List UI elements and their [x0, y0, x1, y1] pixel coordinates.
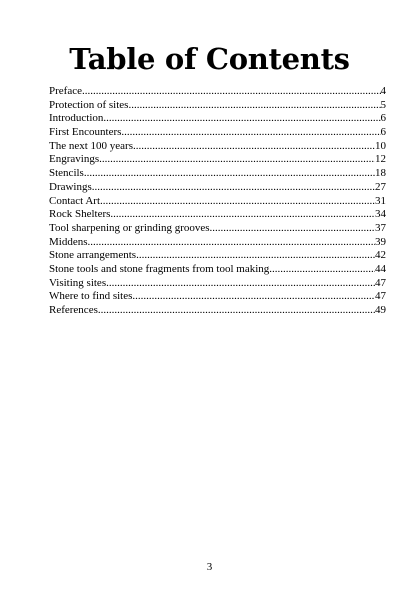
toc-entry-title: Where to find sites	[49, 290, 133, 303]
toc-entry	[49, 112, 386, 126]
toc-entry	[49, 236, 386, 250]
toc-entry-title: Drawings	[49, 180, 92, 193]
toc-dot-leader	[82, 85, 381, 99]
toc-entry-title: Preface	[49, 85, 82, 97]
toc-entry-page: 6	[380, 112, 386, 125]
toc-dot-leader	[88, 236, 376, 250]
toc-entry-page: 44	[375, 262, 386, 275]
toc-entry-title: Rock Shelters	[49, 208, 111, 221]
toc-entry-page: 42	[375, 249, 386, 262]
toc-entry-title: Visiting sites	[49, 276, 107, 289]
toc-dot-leader	[84, 167, 375, 181]
toc-entry-title: References	[49, 304, 98, 316]
toc-entry-page: 10	[375, 139, 386, 152]
toc-entry	[49, 290, 386, 304]
toc-dot-leader	[106, 277, 375, 291]
toc-entry-page: 49	[375, 304, 386, 316]
page-number: 3	[206, 561, 213, 573]
toc-entry-title: Protection of sites	[49, 98, 129, 111]
toc-entry	[49, 85, 386, 99]
toc-dot-leader	[110, 208, 375, 222]
toc-entry-page: 47	[375, 290, 386, 303]
toc-entry-title: Stone arrangements	[49, 249, 137, 262]
toc-dot-leader	[121, 126, 380, 140]
toc-entry-title: Middens	[49, 235, 88, 248]
toc-dot-leader	[98, 304, 375, 318]
toc-dot-leader	[99, 153, 375, 167]
toc-entry	[49, 249, 386, 263]
toc-entry-title: Stone tools and stone fragments from tool making	[49, 262, 270, 275]
toc-entry-page: 12	[375, 153, 386, 166]
page-title: Table of Contents	[69, 42, 350, 76]
toc-entry	[49, 167, 386, 181]
toc-entry-title: Introduction	[49, 112, 104, 125]
toc-entry-page: 39	[375, 235, 386, 248]
toc-entry-title: Tool sharpening or grinding grooves	[49, 221, 210, 234]
toc-entry-page: 37	[375, 221, 386, 234]
toc-entry-page: 47	[375, 276, 386, 289]
toc-entry-page: 31	[375, 194, 386, 207]
toc-entry-page: 4	[380, 85, 386, 97]
toc-dot-leader	[100, 195, 375, 209]
toc-entry-title: Contact Art	[49, 194, 101, 207]
toc-entry	[49, 99, 386, 113]
toc-entry	[49, 277, 386, 291]
toc-dot-leader	[133, 140, 375, 154]
toc-entry-page: 5	[380, 98, 386, 111]
toc-entry-title: The next 100 years	[49, 139, 133, 152]
toc-entry	[49, 126, 386, 140]
toc-entry	[49, 153, 386, 167]
toc-entry-page: 6	[380, 126, 386, 139]
toc-entry	[49, 140, 386, 154]
toc-dot-leader	[92, 181, 375, 195]
toc-entry-page: 27	[375, 180, 386, 193]
table-of-contents	[49, 85, 386, 318]
toc-entry	[49, 222, 386, 236]
toc-entry-title: Stencils	[49, 167, 84, 180]
toc-entry	[49, 181, 386, 195]
toc-dot-leader	[136, 249, 375, 263]
toc-dot-leader	[132, 290, 375, 304]
toc-entry-title: Engravings	[49, 153, 100, 166]
toc-dot-leader	[269, 263, 375, 277]
toc-entry	[49, 195, 386, 209]
toc-entry	[49, 263, 386, 277]
toc-entry-title: First Encounters	[49, 126, 122, 139]
toc-entry-page: 18	[375, 167, 386, 180]
toc-dot-leader	[210, 222, 375, 236]
toc-dot-leader	[103, 112, 380, 126]
toc-entry-page: 34	[375, 208, 386, 221]
toc-entry	[49, 208, 386, 222]
toc-dot-leader	[128, 99, 380, 113]
toc-entry	[49, 304, 386, 318]
